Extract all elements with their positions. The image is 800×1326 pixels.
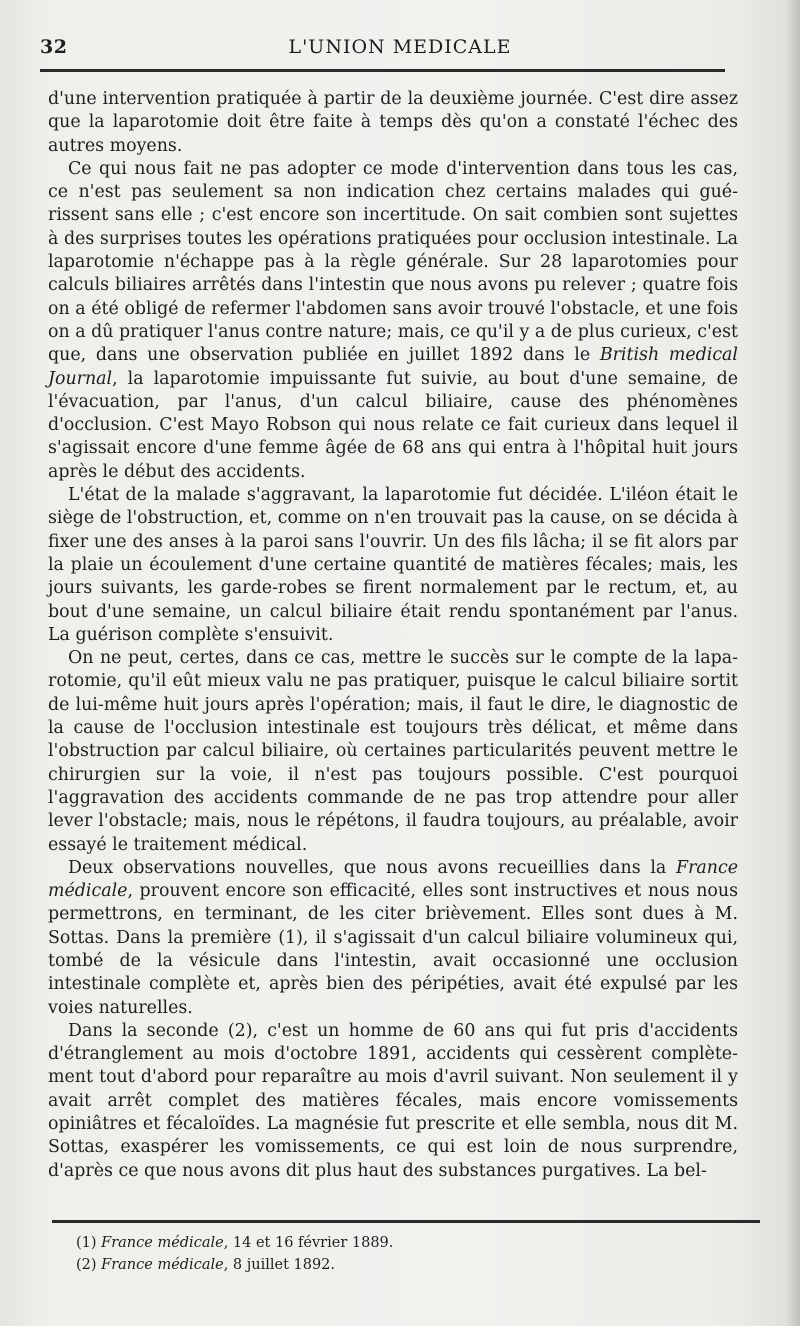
italic-citation: France médicale [48, 857, 738, 902]
page-edge-shadow [786, 0, 800, 1326]
footnotes [76, 1232, 716, 1276]
footnote-detail: , 8 juillet 1892. [223, 1257, 336, 1273]
text-segment: d'une intervention pratiquée à partir de la deuxième journée. C'est dire assez que la laparotomie doit être faite à temps dès qu'on a constaté l'échec des autres moyens. [48, 89, 738, 156]
page-number: 32 [40, 36, 68, 58]
paragraph-2 [48, 158, 738, 484]
text-segment: Deux observations nouvelles, que nous avons recueillies dans la [68, 857, 677, 878]
text-segment: L'état de la malade s'aggravant, la laparotomie fut décidée. L'iléon était le siège de l'obstruction, et, comme on n'en trouvait pas la cause, on se décida à fixer une des anses à la paroi sans l'ouvrir. Un des fils lâcha; il se fit alors par la plaie un écoulement d'une certaine quantité de matières fécales; mais, les jours suivants, les garde-robes se firent normalement par le rectum, et, au bout d'une semaine, un calcul biliaire était rendu spontanément par l'anus. La guérison complète s'ensuivit. [48, 485, 738, 645]
page-header [40, 36, 760, 62]
footnote-rule [52, 1220, 760, 1223]
paragraph-5 [48, 857, 738, 1020]
footnote-marker: (2) [76, 1257, 97, 1273]
footnote-marker: (1) [76, 1235, 97, 1251]
text-segment: , la laparotomie impuissante fut suivie, au bout d'une semaine, de l'évacuation, par l'anus, d'un calcul biliaire, cause des phénomènes d'occlusion. C'est Mayo Robson qui nous relate ce fait curieux dans lequel il s'agissait encore d'une femme âgée de 68 ans qui entra à l'hôpital huit jours après le début des accidents. [48, 368, 738, 482]
text-segment: Dans la seconde (2), c'est un homme de 60 ans qui fut pris d'accidents d'étranglement au mois d'octobre 1891, accidents qui cessèrent complètement tout d'abord pour reparaître au mois d'avril suivant. Non seulement il y avait arrêt complet des matières fécales, mais encore vomissements opiniâtres et fécaloïdes. La magnésie fut prescrite et elle sembla, nous dit M. Sottas, exaspérer les vomissements, ce qui est loin de nous surprendre, d'après ce que nous avons dit plus haut des substances purgatives. La bel- [48, 1020, 738, 1181]
paragraph-3 [48, 484, 738, 647]
text-segment: On ne peut, certes, dans ce cas, mettre le succès sur le compte de la laparotomie, qu'il eût mieux valu ne pas pratiquer, puisque le calcul biliaire sortit de lui-même huit jours après l'opération; mais, il faut le dire, le diagnostic de la cause de l'occlusion intestinale est toujours très délicat, et même dans l'obstruction par calcul biliaire, où certaines particularités peuvent mettre le chirurgien sur la voie, il n'est pas toujours possible. C'est pourquoi l'aggravation des accidents commande de ne pas trop attendre pour aller lever l'obstacle; mais, nous le répétons, il faudra toujours, au préalable, avoir essayé le traitement médical. [48, 648, 738, 855]
running-title: L'UNION MEDICALE [288, 36, 512, 58]
paragraph-6 [48, 1020, 738, 1183]
footnote-2 [76, 1254, 716, 1276]
article-body [48, 88, 738, 1183]
paragraph-1 [48, 88, 738, 158]
text-segment: , prouvent encore son efficacité, elles sont instructives et nous nous permettrons, en terminant, de les citer brièvement. Elles sont dues à M. Sottas. Dans la première (1), il s'agissait d'un calcul biliaire volumineux qui, tombé de la vésicule dans l'intestin, avait occasionné une occlusion intestinale complète et, après bien des péripéties, avait été expulsé par les voies naturelles. [48, 881, 738, 1018]
text-segment: Ce qui nous fait ne pas adopter ce mode d'intervention dans tous les cas, ce n'est pas seulement sa non indication chez certains malades qui guérissent sans elle ; c'est encore son incertitude. On sait combien sont sujettes à des surprises toutes les opérations pratiquées pour occlusion intestinale. La laparotomie n'échappe pas à la règle générale. Sur 28 laparotomies pour calculs biliaires arrêtés dans l'intestin que nous avons pu relever ; quatre fois on a été obligé de refermer l'abdomen sans avoir trouvé l'obstacle, et une fois on a dû pratiquer l'anus contre nature; mais, ce qu'il y a de plus curieux, c'est que, dans une observation publiée en juillet 1892 dans le [48, 158, 738, 366]
paragraph-4 [48, 647, 738, 857]
footnote-detail: , 14 et 16 février 1889. [223, 1235, 394, 1251]
header-rule [40, 69, 725, 72]
footnote-source: France médicale [101, 1257, 224, 1273]
footnote-1 [76, 1232, 716, 1254]
italic-citation: British medical Journal [48, 345, 738, 389]
footnote-source: France médicale [101, 1235, 224, 1251]
